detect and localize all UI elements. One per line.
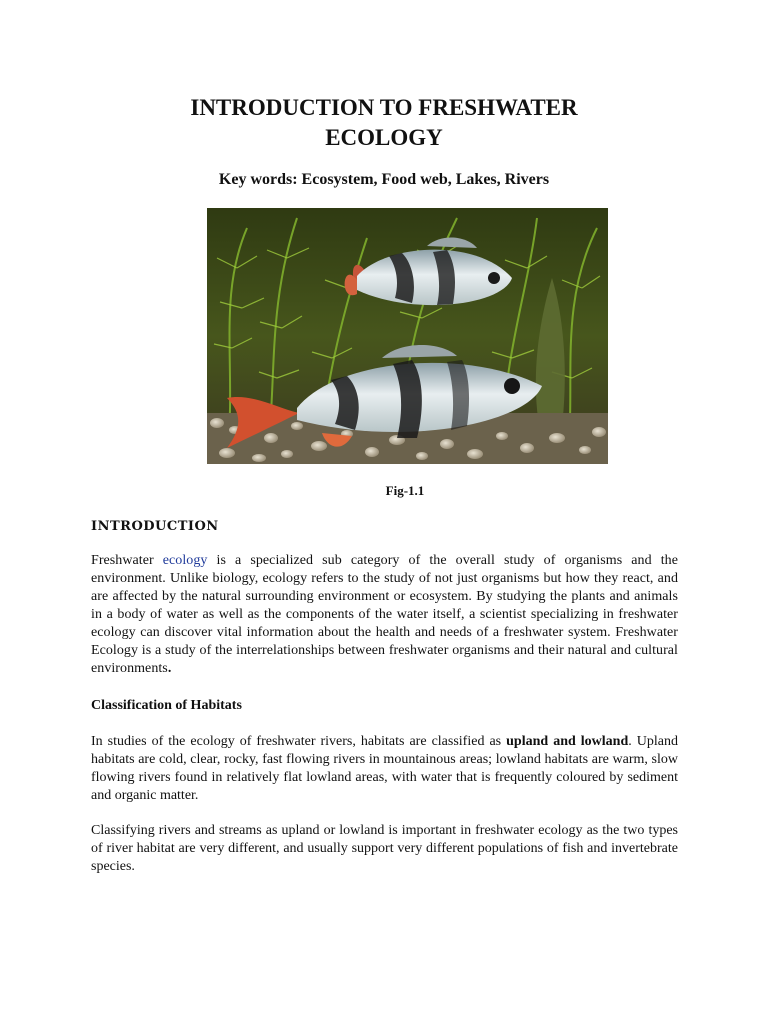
title-line-2: ECOLOGY xyxy=(325,125,443,150)
intro-text-rest: is a specialized sub category of the overall study of organisms and the environment. Unlike biology, ecology refers to the study of not just organisms but how they react, and are affected by the natural surrounding environment or ecosystem. By studying the plants and animals in a body of water as well as the components of the water itself, a scientist specializing in freshwater ecology can discover vital information about the health and needs of a freshwater system. Freshwater Ecology is a study of the interrelationships between freshwater organisms and their natural and cultural environments xyxy=(91,553,678,676)
habitats-paragraph xyxy=(91,733,678,805)
habitats-text-start: In studies of the ecology of freshwater rivers, habitats are classified as xyxy=(91,734,507,749)
keywords-line: Key words: Ecosystem, Food web, Lakes, Rivers xyxy=(218,171,550,188)
introduction-heading: INTRODUCTION xyxy=(91,519,219,534)
intro-text-start: Freshwater xyxy=(91,553,163,568)
fish-photo xyxy=(207,208,608,464)
rivers-paragraph: Classifying rivers and streams as upland or lowland is important in freshwater ecology as the two types of river habitat are very different, and usually support very different populations of fish and invertebrate species. xyxy=(91,823,678,874)
classification-heading: Classification of Habitats xyxy=(91,698,242,713)
figure-caption: Fig-1.1 xyxy=(385,483,425,498)
habitats-text-rest: . Upland habitats are cold, clear, rocky, fast flowing rivers in mountainous areas; lowland habitats are warm, slow flowing rivers found in relatively flat lowland areas, with water that is frequently coloured by sediment and organic matter. xyxy=(91,734,678,803)
intro-end-period: . xyxy=(167,661,172,676)
ecology-link[interactable]: ecology xyxy=(162,553,208,568)
habitats-bold-term: upland and lowland xyxy=(506,734,629,749)
title-line-1: INTRODUCTION TO FRESHWATER xyxy=(190,95,578,120)
document-title xyxy=(0,93,768,153)
introduction-paragraph xyxy=(91,552,678,678)
